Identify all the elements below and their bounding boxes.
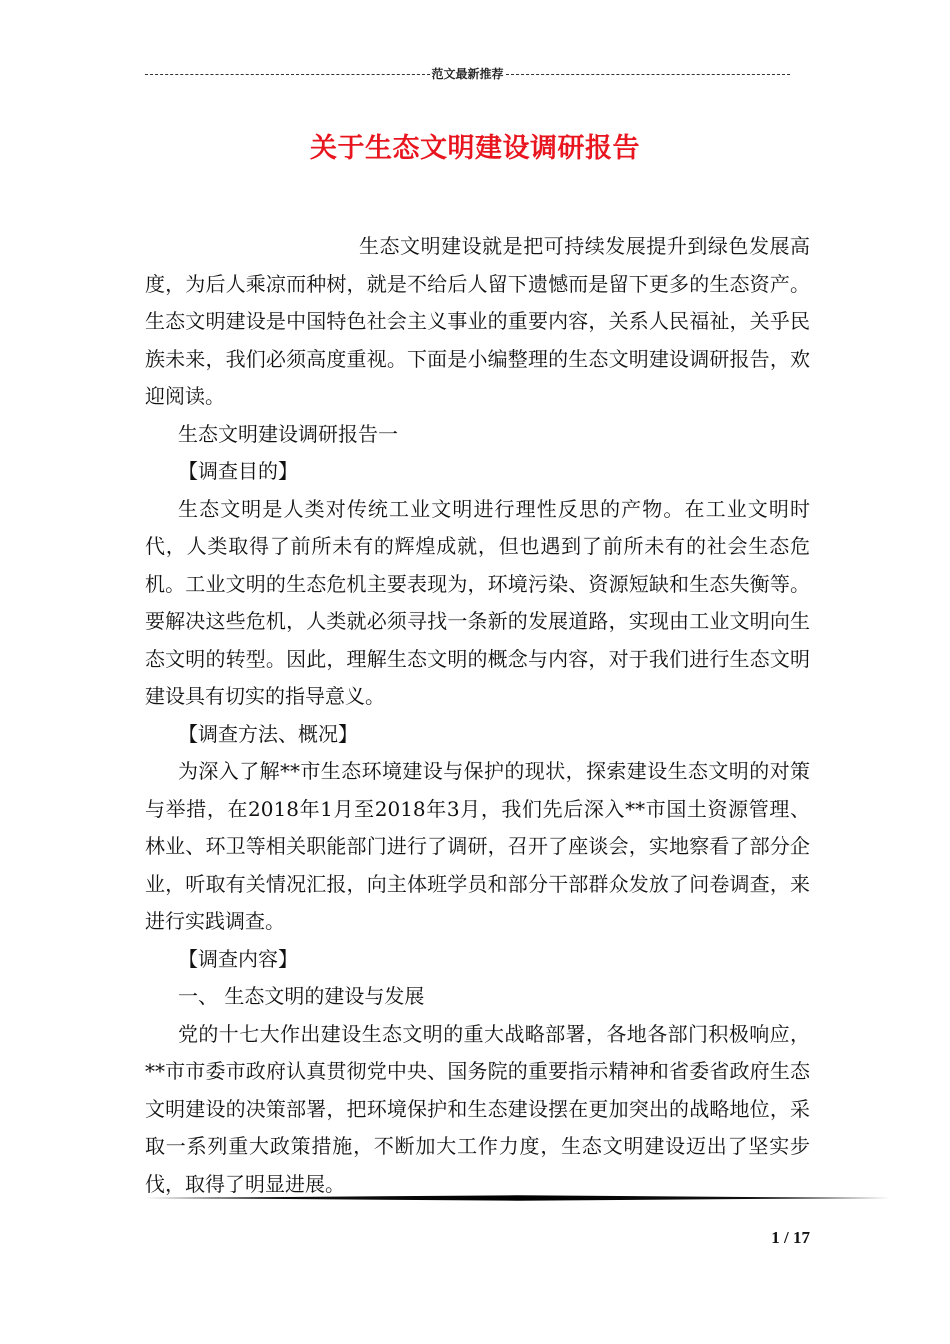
- footer-divider: [145, 1195, 890, 1201]
- section-heading-method: 【调查方法、概况】: [178, 721, 358, 746]
- report-subtitle: 生态文明建设调研报告一: [178, 421, 398, 446]
- method-paragraph: 为深入了解**市生态环境建设与保护的现状，探索建设生态文明的对策与举措，在2018年1月至2018年3月，我们先后深入**市国土资源管理、林业、环卫等相关职能部门进行了调研，召开了座谈会，实地察看了部分企业，听取有关情况汇报，向主体班学员和部分干部群众发放了问卷调查，来进行实践调查。: [145, 759, 810, 933]
- document-title: 关于生态文明建设调研报告: [310, 133, 640, 164]
- section-heading-content: 【调查内容】: [178, 946, 298, 971]
- document-body: [145, 228, 810, 1203]
- header-label: 范文最新推荐: [431, 67, 504, 81]
- content-paragraph: 党的十七大作出建设生态文明的重大战略部署，各地各部门积极响应，**市市委市政府认真贯彻党中央、国务院的重要指示精神和省委省政府生态文明建设的决策部署，把环境保护和生态建设摆在更加突出的战略地位，采取一系列重大政策措施，不断加大工作力度，生态文明建设迈出了坚实步伐，取得了明显进展。: [145, 1021, 810, 1196]
- content-item-heading: 一、 生态文明的建设与发展: [178, 984, 425, 1008]
- section-heading-purpose: 【调查目的】: [178, 459, 298, 483]
- header-rule: [145, 66, 790, 82]
- header-dash-left: [145, 74, 430, 75]
- purpose-paragraph: 生态文明是人类对传统工业文明进行理性反思的产物。在工业文明时代，人类取得了前所未有的辉煌成就，但也遇到了前所未有的社会生态危机。工业文明的生态危机主要表现为，环境污染、资源短缺和生态失衡等。要解决这些危机，人类就必须寻找一条新的发展道路，实现由工业文明向生态文明的转型。因此，理解生态文明的概念与内容，对于我们进行生态文明建设具有切实的指导意义。: [145, 496, 810, 708]
- header-dash-right: [506, 74, 790, 75]
- intro-paragraph: 生态文明建设就是把可持续发展提升到绿色发展高度，为后人乘凉而种树，就是不给后人留下遗憾而是留下更多的生态资产。生态文明建设是中国特色社会主义事业的重要内容，关系人民福祉，关乎民族未来，我们必须高度重视。下面是小编整理的生态文明建设调研报告，欢迎阅读。: [145, 234, 810, 408]
- page-number: 1 / 17: [771, 1228, 810, 1247]
